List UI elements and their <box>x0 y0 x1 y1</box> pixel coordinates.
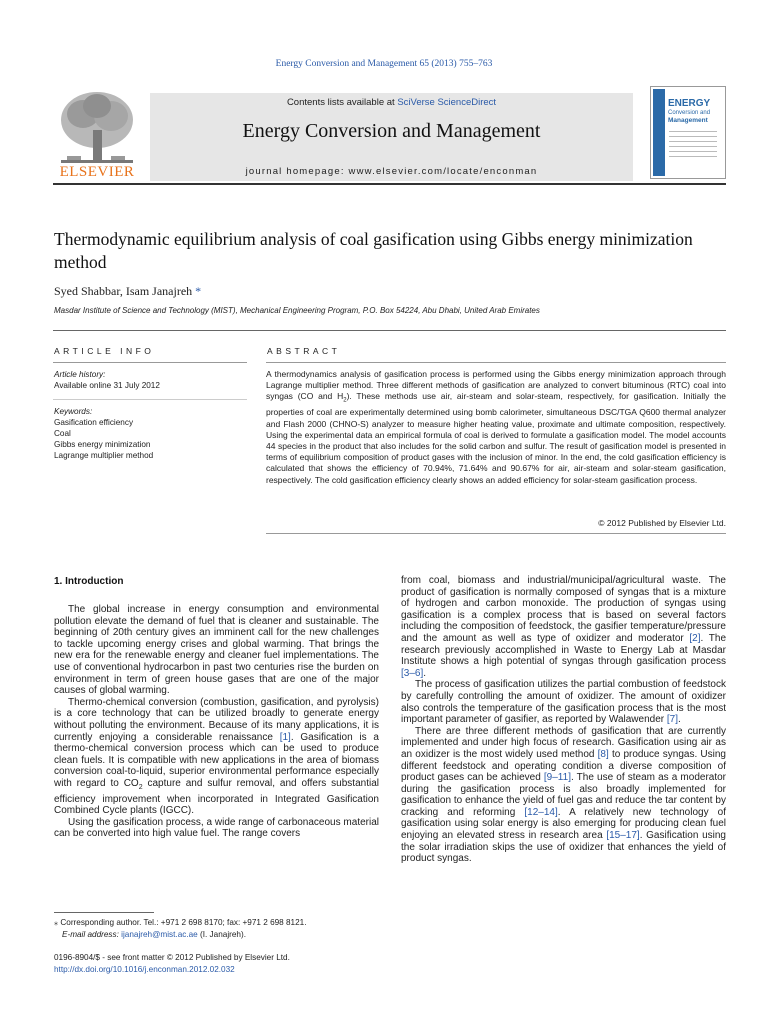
journal-reference[interactable]: Energy Conversion and Management 65 (2013) 755–763 <box>275 59 493 69</box>
authors-names: Syed Shabbar, Isam Janajreh <box>54 284 193 298</box>
affiliation: Masdar Institute of Science and Technology (MIST), Mechanical Engineering Program, P.O. Box 54224, Abu Dhabi, United Arab Emirates <box>54 306 540 315</box>
citation-link[interactable]: [15–17] <box>606 830 640 842</box>
subscript: 2 <box>138 783 143 791</box>
email-suffix: (I. Janajreh). <box>197 930 246 939</box>
homepage-prefix: journal homepage: <box>245 166 349 177</box>
keyword-item: Gibbs energy minimization <box>54 440 151 449</box>
paper-title: Thermodynamic equilibrium analysis of coal gasification using Gibbs energy minimization method <box>54 229 693 272</box>
issn-line: 0196-8904/$ - see front matter © 2012 Published by Elsevier Ltd. <box>54 953 290 962</box>
keyword-item: Lagrange multiplier method <box>54 451 154 460</box>
text-run: There are three different methods of gasification that are currently implemented and under high focus of research. Gasification using air as an oxidizer is the most widely used method <box>401 725 726 760</box>
history-value: Available online 31 July 2012 <box>54 381 160 390</box>
article-history <box>54 369 244 391</box>
corresponding-author-link[interactable]: * <box>195 284 202 298</box>
text-run: capture and sulfur removal, and offers substantial efficiency improvement when incorporated in Integrated Gasification Combined Cycle plants (IGCC). <box>54 777 379 817</box>
paragraph: Using the gasification process, a wide range of carbonaceous material can be converted into high value fuel. The range covers <box>54 816 379 840</box>
journal-cover-thumbnail[interactable] <box>650 86 726 179</box>
bottom-info <box>54 952 384 975</box>
text-run: . A relatively new technology of gasification using solar energy is also emerging for producing clean fuel enjoying an elevated stress in research area <box>401 806 726 842</box>
footnote-text: Corresponding author. Tel.: +971 2 698 8170; fax: +971 2 698 8121. <box>58 918 307 927</box>
footnote-rule <box>54 912 154 913</box>
keywords-block <box>54 406 244 461</box>
article-info-heading: ARTICLE INFO <box>54 346 155 356</box>
abstract-heading: ABSTRACT <box>267 346 341 356</box>
citation-link[interactable]: [1] <box>279 731 291 743</box>
abstract-part-1: A thermodynamics analysis of gasification process is performed using the Gibbs energy minimization approach through Lagrange multiplier method. Three different methods of gasification are analyzed to convert bituminous (RTC) coal into syngas (CO and H <box>266 369 726 402</box>
abstract-rule <box>266 362 726 363</box>
paragraph <box>401 726 726 865</box>
abstract-bottom-rule <box>266 533 726 534</box>
text-run: The process of gasification utilizes the partial combustion of feedstock by carefully controlling the amount of oxidizer. The amount of oxidizer also controls the temperature of the gasification process that is the most important parameter of gasifier, as reported by Walawender <box>401 679 726 726</box>
text-run: . Gasification is a thermo-chemical conversion process which can be used to produce clean fuels. It is compatible with new applications in the area of biomass conversion coal-to-liquid, superior environmental performance especially with regard to CO <box>54 731 379 789</box>
author-list <box>54 284 201 299</box>
keyword-item: Gasification efficiency <box>54 418 134 427</box>
keywords-label: Keywords: <box>54 407 93 416</box>
article-info-divider <box>53 399 247 400</box>
history-label: Article history: <box>54 370 106 379</box>
citation-link[interactable]: [8] <box>597 748 609 760</box>
footnote-corresponding <box>54 917 384 929</box>
footnote <box>54 917 384 941</box>
citation-link[interactable]: [9–11] <box>543 772 571 784</box>
section-heading-introduction: 1. Introduction <box>54 576 124 587</box>
abstract-copyright: © 2012 Published by Elsevier Ltd. <box>598 518 726 528</box>
text-run: . The use of steam as a moderator during the gasification process is also broadly implemented for gasification to enhance the yield of fuel gas and reduce the tar content by cracking and reforming <box>401 772 727 818</box>
text-run: . <box>423 667 427 679</box>
cover-title-1: ENERGY <box>668 98 711 109</box>
contents-prefix: Contents lists available at <box>286 97 398 108</box>
email-link[interactable]: ijanajreh@mist.ac.ae <box>121 930 198 939</box>
sciencedirect-link[interactable]: SciVerse ScienceDirect <box>397 97 497 108</box>
text-run: from coal, biomass and industrial/municipal/agricultural waste. The product of gasification is normally composed of syngas that is a mixture of hydrogen and carbon monoxide. The production of syngas using gasification is a complex process that is based on several factors including the composition of feedstock, the gasifier temperature/pressure and the amount as well as type of oxidizer and moderator <box>401 575 726 644</box>
abstract-subscript: 2 <box>343 398 347 405</box>
paragraph <box>401 679 726 725</box>
paragraph <box>54 697 379 817</box>
citation-link[interactable]: [2] <box>689 632 701 644</box>
doi-link[interactable]: http://dx.doi.org/10.1016/j.enconman.2012.02.032 <box>54 964 235 974</box>
citation-link[interactable]: [7] <box>666 714 678 726</box>
homepage-link[interactable]: www.elsevier.com/locate/enconman <box>348 166 538 177</box>
email-label: E-mail address: <box>62 930 122 939</box>
keyword-item: Coal <box>54 429 71 438</box>
footnote-email-line <box>54 929 384 941</box>
abstract-text <box>266 369 726 486</box>
cover-spine <box>653 89 665 176</box>
text-run: . The research previously accomplished in Waste to Energy Lab at Masdar Institute shows a high potential of syngas through gasification process <box>401 632 727 668</box>
citation-link[interactable]: [12–14] <box>524 806 558 818</box>
journal-homepage <box>150 166 633 177</box>
paragraph: The global increase in energy consumption and environmental pollution elevate the demand of fuel that is cleaner and sustainable. The beginning of 20th century gives an imminent call for the new challenges to tackle upcoming energy crises and global warming. That brings the new era for the renewable energy and cleaner fuel implementations. The use of conventional hydrocarbon in past two centuries rise the burden on environment in term of green house gases that are one of the major causes of global warming. <box>54 604 379 697</box>
citation-link[interactable]: [3–6] <box>401 667 424 679</box>
paragraph <box>401 575 726 679</box>
body-column-right <box>401 575 726 865</box>
text-run: to produce syngas. Using different feedstock and operating condition a diverse composition of product gases can be achieved <box>401 748 726 784</box>
elsevier-wordmark: ELSEVIER <box>59 164 135 180</box>
cover-title-2: Conversion and <box>668 110 711 116</box>
article-info-rule <box>53 362 247 363</box>
header-rule <box>53 183 726 185</box>
abstract-part-2: ). These methods use air, air-steam and solar-steam, respectively, for gasification. Initially the properties of coal are experimentally determined using bomb calorimeter, simultaneous DSC/TGA Q600 thermal analyzer and Flash 2000 (CHNO-S) analyzer to measure higher heating value, proximate and ultimate composition, respectively. Using the experimental data an empirical formula of coal is derived to formulate a gasification model. The model accounts 44 species in the product that also includes for the solid carbon and sulfur. The result of gasification model is presented in terms of equilibrium composition of product gases with the inclusion of minor. In the end, the cold gasification efficiency is calculated that shows the efficiency of 70.94%, 71.64% and 90.67% for air, air-steam and solar-steam gasification, respectively. The cold gasification efficiency clearly shows an added efficiency for solar-steam gasification process. <box>266 391 726 485</box>
elsevier-logo[interactable] <box>53 86 141 180</box>
cover-contents-lines <box>669 131 717 167</box>
footnote-mark: ⁎ <box>54 918 59 927</box>
text-run: . Gasification using the solar irradiation skips the use of oxidizer that enhances the yield of product syngas. <box>401 830 726 865</box>
text-run: . <box>678 714 681 726</box>
text-run: Thermo-chemical conversion (combustion, gasification, and pyrolysis) is a core technology that can be utilized broadly to generate energy without polluting the environment. Because of its many applications, it is currently enjoying a considerable renaissance <box>54 696 379 743</box>
body-column-left <box>54 604 379 840</box>
cover-title-3: Management <box>668 117 708 124</box>
journal-title: Energy Conversion and Management <box>242 120 541 142</box>
contents-line <box>150 97 633 108</box>
section-rule <box>53 330 726 331</box>
